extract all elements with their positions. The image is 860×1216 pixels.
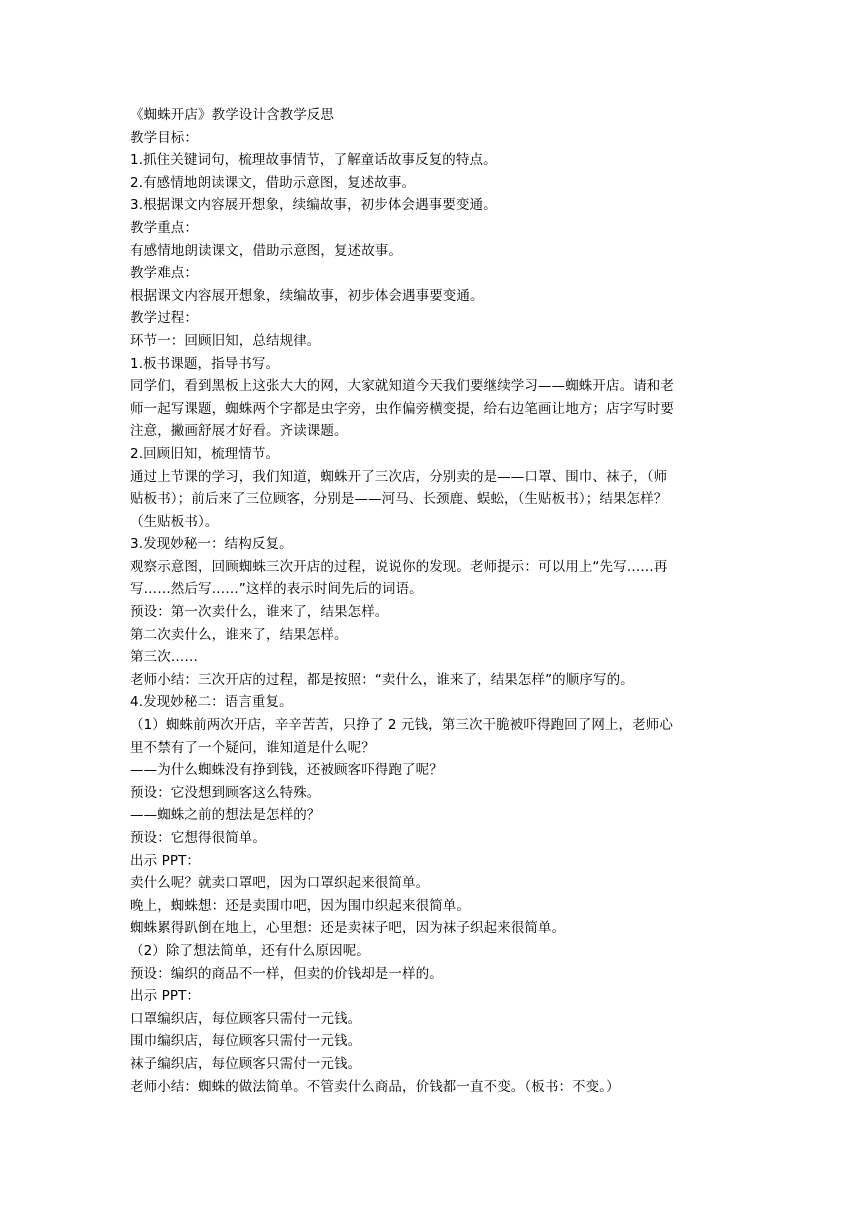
text-line: 2.有感情地朗读课文，借助示意图，复述故事。	[130, 174, 416, 191]
paragraph-line: 观察示意图，回顾蜘蛛三次开店的过程，说说你的发现。老师提示：可以用上“先写……再	[130, 558, 668, 575]
paragraph-line: 贴板书）；前后来了三位顾客，分别是——河马、长颈鹿、蜈蚣，（生贴板书）；结果怎样？	[130, 491, 668, 508]
text-line: 根据课文内容展开想象，续编故事，初步体会遇事要变通。	[130, 287, 484, 304]
text-line: 蜘蛛累得趴倒在地上，心里想：还是卖袜子吧，因为袜子织起来很简单。	[130, 920, 566, 937]
text-line: 1.抓住关键词句，梳理故事情节，了解童话故事反复的特点。	[130, 152, 497, 169]
text-line: 3.发现妙秘一：结构反复。	[130, 536, 293, 553]
text-line: 第二次卖什么，谁来了，结果怎样。	[130, 626, 348, 643]
text-line: 教学重点：	[130, 219, 198, 236]
text-line: 卖什么呢？就卖口罩吧，因为口罩织起来很简单。	[130, 875, 430, 892]
paragraph-line: 写……然后写……”这样的表示时间先后的词语。	[130, 581, 423, 598]
text-line: 教学目标：	[130, 129, 198, 146]
text-line: 预设：第一次卖什么，谁来了，结果怎样。	[130, 604, 389, 621]
paragraph-line: （1）蜘蛛前两次开店，辛辛苦苦，只挣了 2 元钱，第三次干脆被吓得跑回了网上，老师心	[130, 717, 673, 734]
paragraph-line: 通过上节课的学习，我们知道，蜘蛛开了三次店，分别卖的是——口罩、围巾、袜子，（师	[130, 468, 668, 485]
text-line: 袜子编织店，每位顾客只需付一元钱。	[130, 1055, 362, 1072]
text-line: 环节一：回顾旧知，总结规律。	[130, 332, 321, 349]
text-line: 4.发现妙秘二：语言重复。	[130, 694, 293, 711]
text-line: 3.根据课文内容展开想象，续编故事，初步体会遇事要变通。	[130, 197, 497, 214]
text-line: 围巾编织店，每位顾客只需付一元钱。	[130, 1033, 362, 1050]
paragraph-line: 同学们，看到黑板上这张大大的网，大家就知道今天我们要继续学习——蜘蛛开店。请和老	[130, 378, 674, 395]
text-line: 预设：编织的商品不一样，但卖的价钱却是一样的。	[130, 965, 443, 982]
text-line: 教学过程：	[130, 310, 198, 327]
text-line: 出示 PPT：	[130, 988, 201, 1005]
text-line: （2）除了想法简单，还有什么原因呢。	[130, 942, 370, 959]
text-line: 出示 PPT：	[130, 852, 201, 869]
text-line: 预设：它没想到顾客这么特殊。	[130, 784, 321, 801]
paragraph-line: （生贴板书）。	[130, 513, 219, 530]
document-page	[130, 104, 740, 1098]
text-line: ——为什么蜘蛛没有挣到钱，还被顾客吓得跑了呢？	[130, 762, 443, 779]
text-line: 有感情地朗读课文，借助示意图，复述故事。	[130, 242, 402, 259]
text-line: 第三次……	[130, 649, 198, 666]
text-line: ——蜘蛛之前的想法是怎样的？	[130, 807, 321, 824]
text-line: 晚上，蜘蛛想：还是卖围巾吧，因为围巾织起来很简单。	[130, 897, 470, 914]
text-line: 老师小结：三次开店的过程，都是按照：“卖什么，谁来了，结果怎样”的顺序写的。	[130, 671, 634, 688]
paragraph-line: 里不禁有了一个疑问，谁知道是什么呢？	[130, 739, 375, 756]
text-line: 口罩编织店，每位顾客只需付一元钱。	[130, 1010, 362, 1027]
text-line: 教学难点：	[130, 265, 198, 282]
text-line: 预设：它想得很简单。	[130, 830, 266, 846]
text-line: 老师小结：蜘蛛的做法简单。不管卖什么商品，价钱都一直不变。（板书：不变。）	[130, 1078, 620, 1095]
text-line: 2.回顾旧知，梳理情节。	[130, 445, 280, 462]
paragraph-line: 师一起写课题，蜘蛛两个字都是虫字旁，虫作偏旁横变提，给右边笔画让地方；店字写时要	[130, 400, 674, 417]
paragraph-line: 注意，撇画舒展才好看。齐读课题。	[130, 423, 348, 440]
document-title: 《蜘蛛开店》教学设计含教学反思	[130, 107, 334, 123]
text-line: 1.板书课题，指导书写。	[130, 355, 280, 372]
